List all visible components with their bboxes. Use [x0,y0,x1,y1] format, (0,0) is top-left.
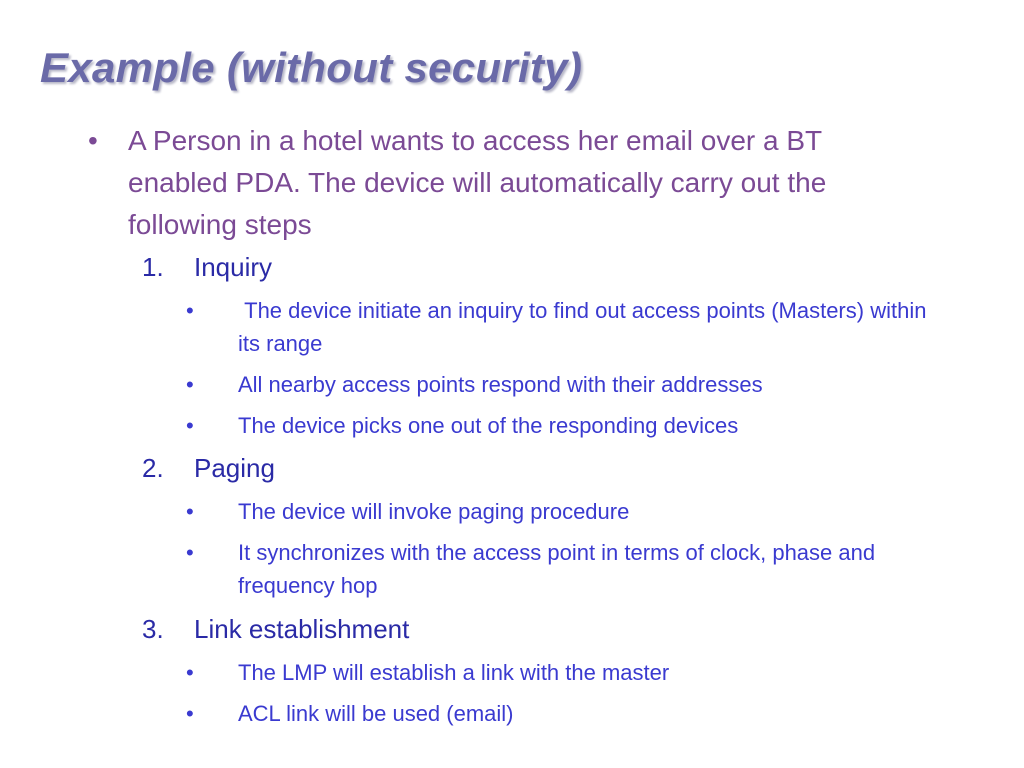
step-number: 1. [142,252,164,282]
bullet-marker: • [186,540,194,565]
slide-title: Example (without security) [40,44,583,91]
sub-bullet-item [186,495,946,528]
sub-bullet-text: The LMP will establish a link with the master [238,660,670,685]
bullet-marker: • [186,499,194,524]
sub-bullet-item [186,368,946,401]
bullet-marker: • [186,413,194,438]
step-label: Inquiry [194,252,273,282]
bullet-marker: • [186,298,194,323]
sub-bullet-text: All nearby access points respond with their addresses [238,372,763,397]
sub-bullet-item [186,697,946,730]
sub-bullet-text: The device will invoke paging procedure [238,499,630,524]
sub-bullet-item [186,656,946,689]
step-number: 2. [142,453,164,483]
bullet-marker: • [186,701,194,726]
sub-bullet-text: ACL link will be used (email) [238,701,514,726]
intro-text: A Person in a hotel wants to access her email over a BT enabled PDA. The device will automatically carry out the following steps [128,125,827,240]
step-link-establishment [142,614,409,645]
sub-bullet-text: It synchronizes with the access point in terms of clock, phase and frequency hop [238,540,876,598]
intro-bullet-item [88,120,968,246]
sub-bullet-item [186,409,946,442]
sub-bullet-item [186,536,946,602]
step-inquiry [142,252,272,283]
sub-bullet-item [186,294,946,360]
step-label: Paging [194,453,275,483]
bullet-marker: • [186,372,194,397]
step-number: 3. [142,614,164,644]
step-paging [142,453,275,484]
bullet-marker: • [186,660,194,685]
sub-bullet-text: The device initiate an inquiry to find out access points (Masters) within its range [238,298,933,356]
sub-bullet-text: The device picks one out of the responding devices [238,413,739,438]
bullet-marker: • [88,125,98,156]
step-label: Link establishment [194,614,410,644]
